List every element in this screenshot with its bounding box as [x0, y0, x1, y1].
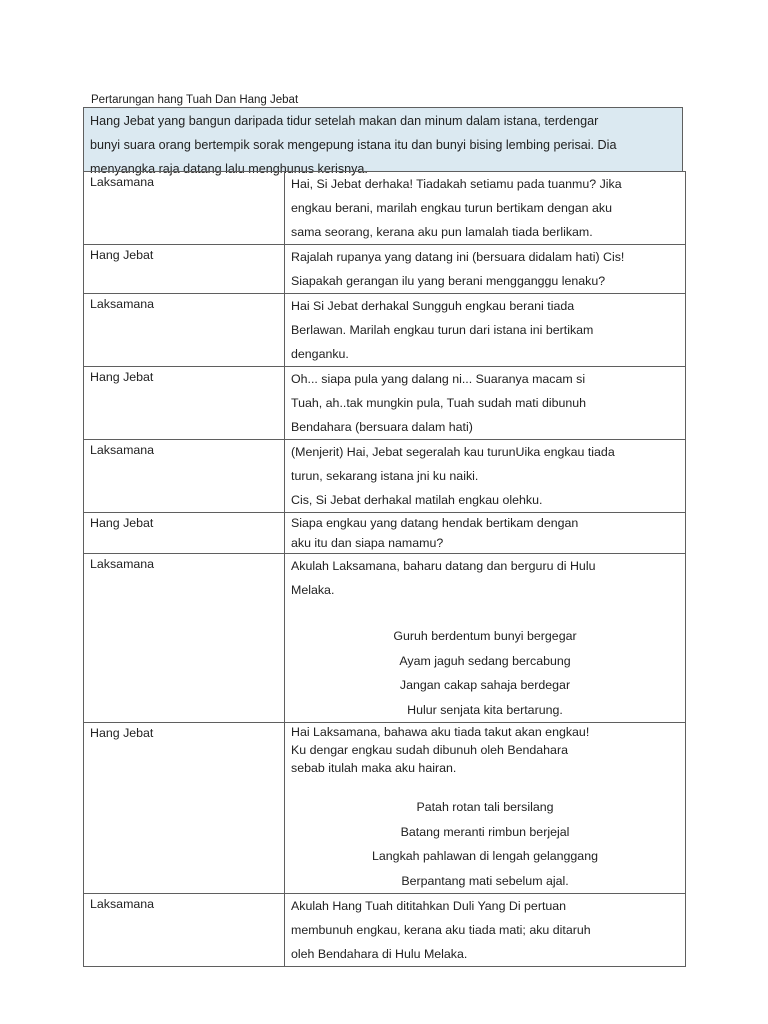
speaker-cell: Hang Jebat: [84, 367, 285, 440]
dialogue-line: Hai Si Jebat derhakal Sungguh engkau berani tiada: [291, 299, 575, 313]
speaker-cell: Hang Jebat: [84, 245, 285, 294]
dialogue-line: Ku dengar engkau sudah dibunuh oleh Bendahara: [291, 743, 568, 757]
dialogue-line: turun, sekarang istana jni ku naiki.: [291, 469, 479, 483]
dialogue-row: [84, 723, 686, 894]
dialogue-line: Rajalah rupanya yang datang ini (bersuara didalam hati) Cis!: [291, 250, 625, 264]
dialogue-cell: [285, 554, 686, 723]
dialogue-line: Melaka.: [291, 583, 335, 597]
dialogue-row: [84, 513, 686, 554]
document-title: Pertarungan hang Tuah Dan Hang Jebat: [91, 94, 299, 106]
dialogue-cell: [285, 294, 686, 367]
speaker-cell: Laksamana: [84, 172, 285, 245]
dialogue-line: aku itu dan siapa namamu?: [291, 536, 444, 550]
dialogue-line: Oh... siapa pula yang dalang ni... Suaranya macam si: [291, 372, 586, 386]
dialogue-line: Akulah Hang Tuah dititahkan Duli Yang Di pertuan: [291, 899, 567, 913]
speaker-cell: Hang Jebat: [84, 513, 285, 554]
dialogue-row: [84, 294, 686, 367]
verse-line: Patah rotan tali bersilang: [416, 800, 554, 814]
dialogue-cell: [285, 440, 686, 513]
dialogue-line: Siapakah gerangan ilu yang berani mengganggu lenaku?: [291, 274, 606, 288]
dialogue-line: Siapa engkau yang datang hendak bertikam dengan: [291, 516, 579, 530]
dialogue-line: membunuh engkau, kerana aku tiada mati; aku ditaruh: [291, 923, 591, 937]
verse-line: Ayam jaguh sedang bercabung: [399, 653, 571, 668]
dialogue-row: [84, 440, 686, 513]
dialogue-row: [84, 894, 686, 967]
verse-gap: [291, 602, 679, 624]
dialogue-cell: [285, 894, 686, 967]
speaker-cell: Laksamana: [84, 554, 285, 723]
speaker-cell: Laksamana: [84, 894, 285, 967]
verse-line: Langkah pahlawan di lengah gelanggang: [372, 849, 598, 863]
intro-line: Hang Jebat yang bangun daripada tidur setelah makan dan minum dalam istana, terdengar: [90, 114, 599, 128]
dialogue-line: Bendahara (bersuara dalam hati): [291, 420, 473, 434]
intro-line: bunyi suara orang bertempik sorak mengepung istana itu dan bunyi bising lembing perisai. Dia: [90, 138, 617, 152]
dialogue-line: engkau berani, marilah engkau turun bertikam dengan aku: [291, 201, 612, 215]
dialogue-row: [84, 367, 686, 440]
dialogue-row: [84, 172, 686, 245]
dialogue-cell: [285, 245, 686, 294]
dialogue-line: sama seorang, kerana aku pun lamalah tiada berlikam.: [291, 225, 593, 239]
intro-paragraph: [83, 107, 683, 176]
dialogue-table: [83, 171, 686, 967]
dialogue-cell: [285, 723, 686, 894]
dialogue-row: [84, 245, 686, 294]
speaker-cell: Hang Jebat: [84, 723, 285, 894]
dialogue-line: Tuah, ah..tak mungkin pula, Tuah sudah mati dibunuh: [291, 396, 587, 410]
dialogue-row: [84, 554, 686, 723]
verse-line: Batang meranti rimbun berjejal: [400, 824, 570, 839]
verse-gap: [291, 777, 679, 795]
dialogue-line: sebab itulah maka aku hairan.: [291, 761, 457, 775]
intro-line: menyangka raja datang lalu menghunus kerisnya.: [90, 162, 368, 176]
dialogue-cell: [285, 367, 686, 440]
dialogue-line: (Menjerit) Hai, Jebat segeralah kau turunUika engkau tiada: [291, 445, 615, 459]
dialogue-line: denganku.: [291, 347, 349, 361]
dialogue-line: Cis, Si Jebat derhakal matilah engkau olehku.: [291, 493, 543, 507]
dialogue-cell: [285, 172, 686, 245]
dialogue-line: Berlawan. Marilah engkau turun dari istana ini bertikam: [291, 323, 594, 337]
dialogue-line: Hai Laksamana, bahawa aku tiada takut akan engkau!: [291, 725, 590, 739]
speaker-cell: Laksamana: [84, 294, 285, 367]
verse-line: Hulur senjata kita bertarung.: [407, 702, 563, 717]
verse-line: Guruh berdentum bunyi bergegar: [393, 629, 577, 643]
speaker-cell: Laksamana: [84, 440, 285, 513]
verse-line: Jangan cakap sahaja berdegar: [399, 678, 571, 692]
dialogue-cell: [285, 513, 686, 554]
dialogue-line: Akulah Laksamana, baharu datang dan berguru di Hulu: [291, 559, 596, 573]
dialogue-line: oleh Bendahara di Hulu Melaka.: [291, 947, 468, 961]
verse-line: Berpantang mati sebelum ajal.: [401, 873, 569, 888]
dialogue-line: Hai, Si Jebat derhaka! Tiadakah setiamu pada tuanmu? Jika: [291, 177, 622, 191]
